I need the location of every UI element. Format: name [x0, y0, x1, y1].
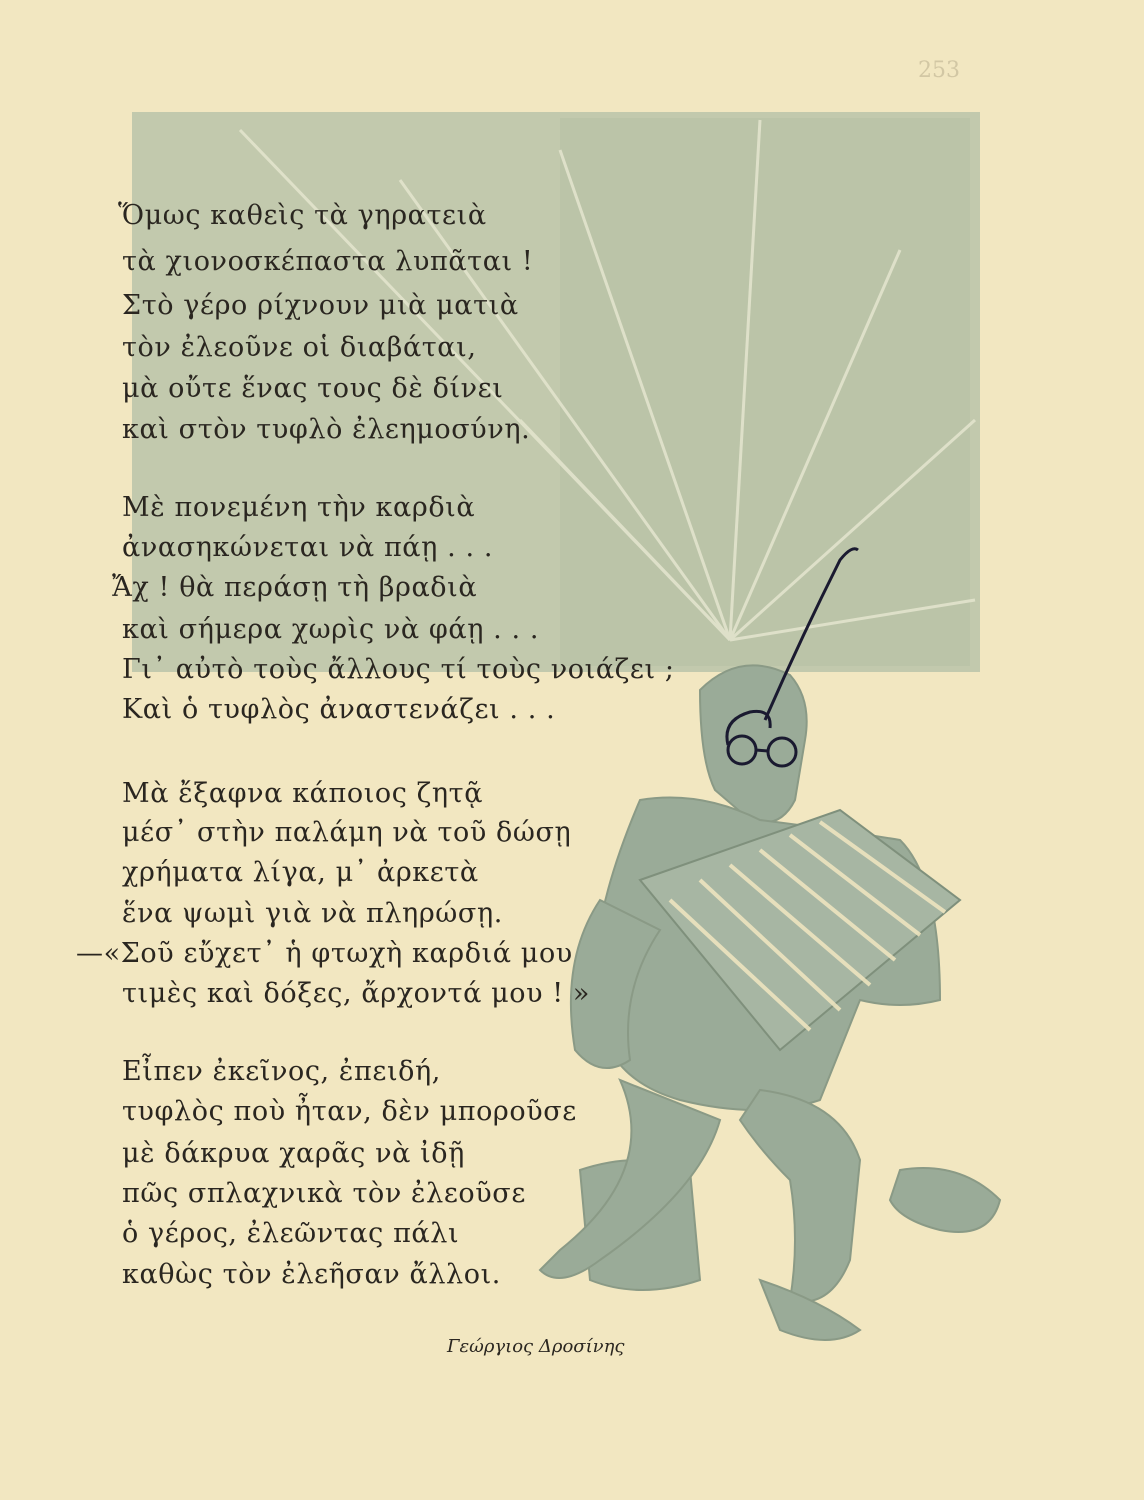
poem-line: τυφλὸς ποὺ ἦταν, δὲν μποροῦσε — [122, 1096, 577, 1127]
poem-line: μὲ δάκρυα χαρᾶς νὰ ἰδῇ — [122, 1138, 465, 1169]
poem-line: καὶ σήμερα χωρὶς νὰ φάῃ . . . — [122, 614, 540, 645]
poem-line: ὁ γέρος, ἐλεῶντας πάλι — [122, 1218, 460, 1249]
poem-line: —«Σοῦ εὔχετ᾽ ἡ φτωχὴ καρδιά μου — [76, 938, 573, 969]
poem-line: τὸν ἐλεοῦνε οἱ διαβάται, — [122, 332, 477, 363]
poem-line: ἕνα ψωμὶ γιὰ νὰ πληρώσῃ. — [122, 898, 503, 929]
author-signature: Γεώργιος Δροσίνης — [447, 1336, 625, 1357]
poem-line: τιμὲς καὶ δόξες, ἄρχοντά μου ! » — [122, 978, 591, 1009]
poem-line: καθὼς τὸν ἐλεῆσαν ἄλλοι. — [122, 1259, 501, 1290]
poem-line: χρήματα λίγα, μ᾽ ἀρκετὰ — [122, 857, 479, 888]
poem-line: Εἶπεν ἐκεῖνος, ἐπειδή, — [122, 1056, 441, 1087]
poem-line: τὰ χιονοσκέπαστα λυπᾶται ! — [122, 246, 534, 277]
poem-line: Μὰ ἔξαφνα κάποιος ζητᾷ — [122, 778, 484, 809]
poem-line: Στὸ γέρο ρίχνουν μιὰ ματιὰ — [122, 290, 519, 321]
poem-line: Γι᾽ αὐτὸ τοὺς ἄλλους τί τοὺς νοιάζει ; — [122, 654, 675, 685]
poem-line: μὰ οὔτε ἕνας τους δὲ δίνει — [122, 373, 504, 404]
poem-line: πῶς σπλαχνικὰ τὸν ἐλεοῦσε — [122, 1178, 526, 1209]
poem-line: Μὲ πονεμένη τὴν καρδιὰ — [122, 492, 476, 523]
poem-line: ἀνασηκώνεται νὰ πάῃ . . . — [122, 532, 493, 563]
page-number: 253 — [918, 58, 960, 83]
poem-line: Ἄχ ! θὰ περάσῃ τὴ βραδιὰ — [112, 572, 478, 603]
poem-line: Ὅμως καθεὶς τὰ γηρατειὰ — [118, 200, 487, 231]
poem-line: μέσ᾽ στὴν παλάμη νὰ τοῦ δώσῃ — [122, 817, 572, 848]
poem-line: Καὶ ὁ τυφλὸς ἀναστενάζει . . . — [122, 694, 556, 725]
poem-line: καὶ στὸν τυφλὸ ἐλεημοσύνη. — [122, 414, 531, 445]
